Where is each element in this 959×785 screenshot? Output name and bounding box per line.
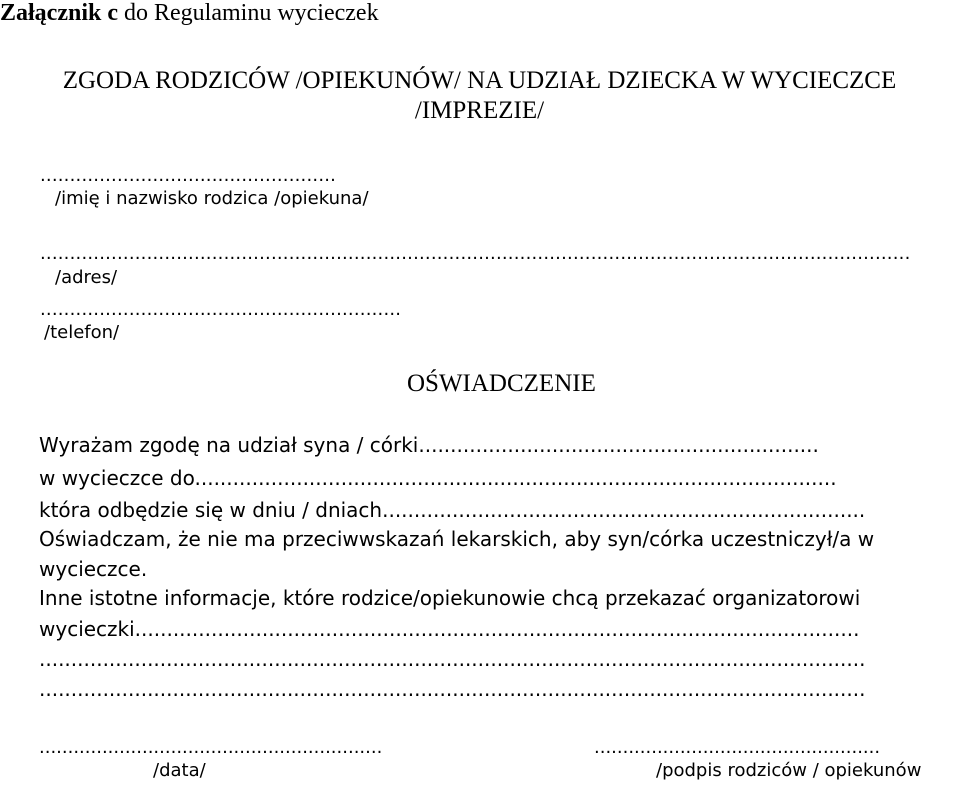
medical-statement-line: Oświadczam, że nie ma przeciwwskazań lekarskich, aby syn/córka uczestniczył/a w: [39, 527, 875, 551]
address-field[interactable]: ...................................................................................................................................................: [40, 243, 911, 264]
annex-header: [0, 0, 379, 27]
trip-destination-line[interactable]: w wycieczce do.....................................................................................................: [39, 466, 837, 490]
other-info-field-3[interactable]: ..................................................................................................................................: [39, 677, 866, 701]
consent-child-line[interactable]: Wyrażam zgodę na udział syna / córki...............................................................: [39, 433, 819, 457]
document-title-line-2: /IMPREZIE/: [414, 97, 545, 124]
signature-field[interactable]: ..................................................: [594, 737, 881, 758]
other-info-field-1[interactable]: wycieczki..................................................................................................................: [39, 617, 860, 641]
trip-dates-line[interactable]: która odbędzie się w dniu / dniach............................................................................: [39, 498, 866, 522]
phone-label: /telefon/: [44, 322, 120, 343]
address-label: /adres/: [55, 267, 118, 288]
annex-text: do Regulaminu wycieczek: [118, 0, 379, 26]
date-label: /data/: [153, 760, 206, 781]
medical-statement-line-end: wycieczce.: [39, 557, 148, 581]
phone-field[interactable]: .............................................................: [40, 299, 402, 320]
document-title-line-1: ZGODA RODZICÓW /OPIEKUNÓW/ NA UDZIAŁ DZIECKA W WYCIECZCE: [62, 67, 897, 94]
statement-heading: OŚWIADCZENIE: [407, 370, 596, 397]
parent-name-field[interactable]: ..................................................: [40, 165, 337, 186]
date-field[interactable]: ............................................................: [39, 737, 383, 758]
signature-label: /podpis rodziców / opiekunów: [656, 760, 922, 781]
parent-name-label: /imię i nazwisko rodzica /opiekuna/: [55, 188, 369, 209]
other-info-field-2[interactable]: ..................................................................................................................................: [39, 647, 866, 671]
annex-label: Załącznik c: [0, 0, 118, 26]
other-info-line: Inne istotne informacje, które rodzice/opiekunowie chcą przekazać organizatorowi: [39, 586, 861, 610]
